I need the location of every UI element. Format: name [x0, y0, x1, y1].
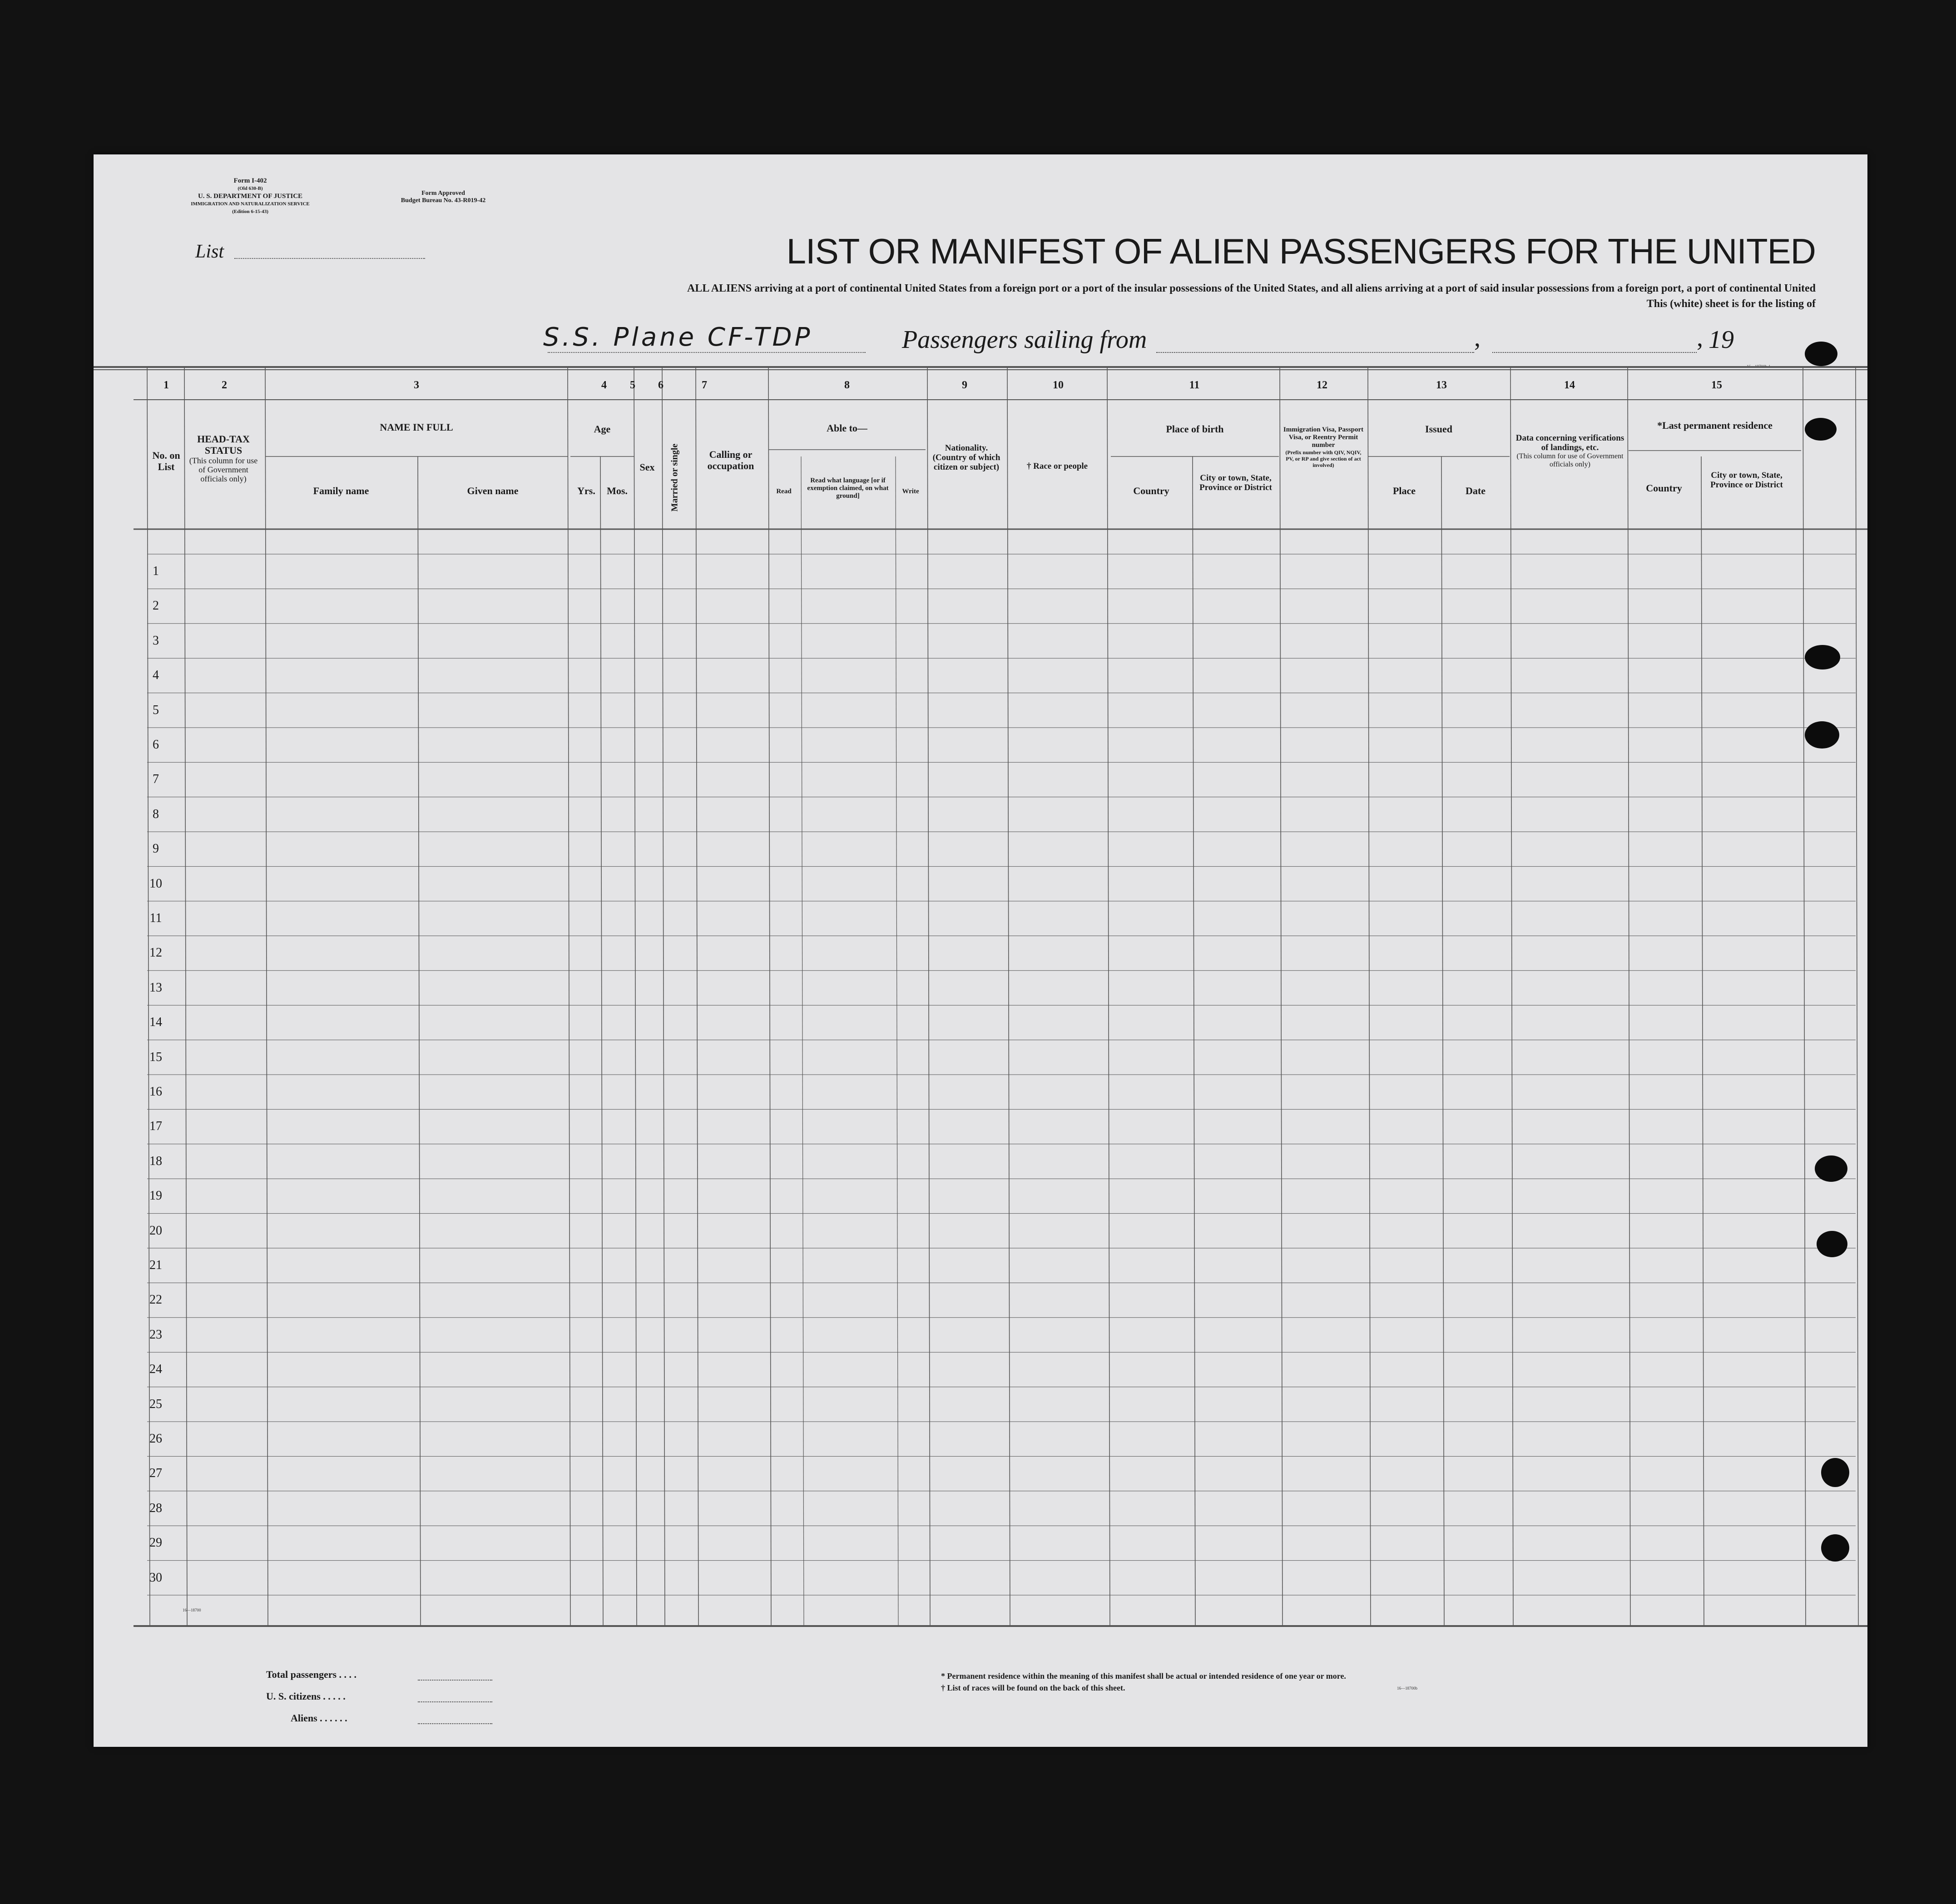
verifications-title: Data concerning verifications of landings, etc. — [1515, 433, 1624, 452]
row-number: 23 — [149, 1327, 162, 1342]
column-rule — [1368, 367, 1371, 1626]
row-number: 10 — [149, 876, 162, 891]
column-rule — [662, 367, 665, 1626]
header-place-of-birth: Place of birth — [1166, 423, 1224, 435]
column-rule — [1107, 367, 1110, 1626]
manifest-sheet — [94, 154, 1867, 1747]
punch-hole-3 — [1805, 645, 1840, 669]
row-number: 30 — [149, 1570, 162, 1585]
instruction-line-2: This (white) sheet is for the listing of — [1646, 298, 1816, 310]
punch-hole-1 — [1805, 342, 1837, 366]
row-number: 21 — [149, 1258, 162, 1272]
col-num-4: 4 — [601, 379, 607, 391]
row-number: 19 — [149, 1189, 162, 1203]
header-no-on-list: No. on List — [152, 450, 180, 472]
footnote-permanent-residence: * Permanent residence within the meaning of this manifest shall be actual or intended residence of one year or more. — [941, 1671, 1346, 1681]
row-number: 9 — [153, 842, 159, 856]
column-rule — [768, 367, 771, 1626]
ship-name-handwritten: S.S. Plane CF-TDP — [543, 322, 813, 352]
year-label: 19 — [1708, 326, 1734, 354]
col-num-11: 11 — [1189, 379, 1200, 391]
column-rule — [1510, 367, 1513, 1626]
department-name: U. S. DEPARTMENT OF JUSTICE — [198, 193, 303, 200]
total-passengers-label: Total passengers . . . . — [266, 1669, 357, 1680]
column-rule — [184, 367, 187, 1626]
aliens-field[interactable] — [418, 1723, 492, 1724]
row-number: 28 — [149, 1501, 162, 1515]
column-rule — [1007, 367, 1010, 1626]
row-number: 14 — [149, 1015, 162, 1030]
total-passengers-field[interactable] — [418, 1680, 492, 1681]
row-number: 4 — [153, 668, 159, 683]
service-name: IMMIGRATION AND NATURALIZATION SERVICE — [191, 201, 310, 207]
row-number: 20 — [149, 1223, 162, 1238]
row-number: 8 — [153, 807, 159, 821]
row-number: 29 — [149, 1536, 162, 1550]
col-num-6: 6 — [658, 379, 664, 391]
header-age: Age — [594, 423, 611, 435]
header-birth-city: City or town, State, Province or District — [1199, 473, 1272, 492]
header-residence-country: Country — [1646, 482, 1682, 494]
punch-hole-8 — [1821, 1534, 1849, 1562]
row-number: 15 — [149, 1050, 162, 1064]
header-read: Read — [776, 488, 792, 495]
budget-bureau-number: Budget Bureau No. 43-R019-42 — [401, 197, 486, 204]
row-number: 12 — [149, 946, 162, 960]
row-number: 2 — [153, 599, 159, 613]
list-label: List — [195, 241, 224, 262]
visa-note: (Prefix number with QIV, NQIV, PV, or RP and give section of act involved) — [1285, 449, 1362, 468]
col-num-13: 13 — [1436, 379, 1447, 391]
row-number: 17 — [149, 1119, 162, 1134]
header-sex: Sex — [639, 461, 655, 473]
edition: (Edition 6-15-43) — [232, 209, 268, 214]
col-num-5: 5 — [630, 379, 635, 391]
verifications-note: (This column for use of Government officials only) — [1516, 452, 1624, 468]
col-num-7: 7 — [702, 379, 707, 391]
head-tax-note: (This column for use of Government officials only) — [189, 456, 258, 483]
header-write: Write — [902, 488, 919, 495]
row-number: 18 — [149, 1154, 162, 1168]
head-tax-title: HEAD-TAX STATUS — [197, 433, 250, 456]
header-able-to: Able to— — [827, 422, 867, 434]
us-citizens-label: U. S. citizens . . . . . — [266, 1691, 346, 1702]
row-number: 13 — [149, 980, 162, 995]
header-name-in-full: NAME IN FULL — [380, 421, 453, 433]
punch-hole-4 — [1805, 721, 1839, 749]
header-issued-place: Place — [1392, 485, 1416, 496]
bottom-left-code: 16—18700 — [183, 1608, 201, 1612]
col-num-14: 14 — [1564, 379, 1575, 391]
col-num-10: 10 — [1053, 379, 1064, 391]
row-number: 16 — [149, 1085, 162, 1099]
header-visa — [1283, 426, 1364, 468]
row-number: 6 — [153, 738, 159, 752]
row-number: 5 — [153, 703, 159, 717]
row-number: 25 — [149, 1397, 162, 1411]
form-number: Form I-402 — [233, 177, 267, 184]
punch-hole-2 — [1805, 418, 1837, 441]
punch-hole-5 — [1815, 1155, 1847, 1182]
column-rule — [1280, 367, 1283, 1626]
column-rule — [1628, 367, 1630, 1626]
column-rule — [1701, 456, 1704, 1626]
column-rule — [696, 367, 698, 1626]
header-calling: Calling or occupation — [707, 449, 754, 471]
bottom-right-code: 16—18700b — [1397, 1686, 1417, 1691]
column-rule — [1803, 367, 1806, 1626]
header-last-residence: *Last permanent residence — [1657, 420, 1773, 431]
col-num-3: 3 — [414, 379, 419, 391]
header-issued-date: Date — [1466, 485, 1486, 496]
row-number: 27 — [149, 1466, 162, 1481]
row-number: 26 — [149, 1432, 162, 1446]
header-residence-city: City or town, State, Province or District — [1710, 471, 1783, 490]
col-num-12: 12 — [1317, 379, 1327, 391]
comma-separator: , — [1474, 324, 1481, 352]
column-rule — [1193, 456, 1195, 1626]
header-verifications — [1514, 433, 1626, 469]
header-mos: Mos. — [607, 485, 628, 496]
corner-code: 16—18700b-1 — [1747, 364, 1771, 369]
header-yrs: Yrs. — [577, 485, 595, 496]
column-rule — [1856, 367, 1858, 1626]
col-num-15: 15 — [1711, 379, 1722, 391]
header-family-name: Family name — [313, 485, 369, 496]
manifest-grid — [94, 154, 1867, 1747]
col-num-8: 8 — [844, 379, 850, 391]
header-read-language: Read what language [or if exemption claimed, on what ground] — [807, 477, 889, 500]
col-num-2: 2 — [222, 379, 227, 391]
column-rule — [896, 456, 898, 1626]
punch-hole-6 — [1817, 1231, 1847, 1257]
header-head-tax — [187, 433, 260, 483]
punch-hole-7 — [1821, 1458, 1849, 1487]
column-rule — [634, 367, 637, 1626]
row-number: 1 — [153, 564, 159, 578]
us-citizens-field[interactable] — [418, 1701, 492, 1702]
visa-title: Immigration Visa, Passport Visa, or Reentry Permit number — [1283, 426, 1364, 449]
header-given-name: Given name — [467, 485, 519, 496]
header-race: † Race or people — [1026, 461, 1088, 471]
footnote-races: † List of races will be found on the back of this sheet. — [941, 1683, 1125, 1692]
header-issued: Issued — [1425, 423, 1452, 435]
row-number: 7 — [153, 772, 159, 787]
sailing-from-label: Passengers sailing from — [902, 326, 1147, 354]
page-title: LIST OR MANIFEST OF ALIEN PASSENGERS FOR THE UNITED — [786, 231, 1816, 271]
row-number: 24 — [149, 1362, 162, 1377]
column-rule — [1441, 456, 1444, 1626]
row-number: 11 — [149, 911, 162, 925]
row-number: 22 — [149, 1293, 162, 1307]
comma-separator-2: , — [1697, 324, 1703, 352]
instruction-line-1: ALL ALIENS arriving at a port of continental United States from a foreign port or a port of the insular possessions of the United States, and all aliens arriving at a port of said insular possessions from a foreign port, a port of continental United — [687, 283, 1816, 294]
column-rule — [568, 367, 570, 1626]
old-form-number: (Old 630-B) — [238, 186, 263, 191]
col-num-1: 1 — [163, 379, 169, 391]
header-nationality: Nationality. (Country of which citizen or subject) — [932, 443, 1000, 472]
column-rule — [418, 456, 421, 1626]
row-number: 3 — [153, 633, 159, 648]
aliens-label: Aliens . . . . . . — [291, 1712, 347, 1724]
col-num-9: 9 — [962, 379, 967, 391]
column-rule — [265, 367, 268, 1626]
form-approved: Form Approved — [421, 190, 465, 197]
column-rule — [600, 456, 603, 1626]
column-rule — [927, 367, 930, 1626]
header-married-or-single: Married or single — [669, 443, 680, 512]
column-rule — [801, 456, 804, 1626]
header-birth-country: Country — [1133, 485, 1169, 496]
